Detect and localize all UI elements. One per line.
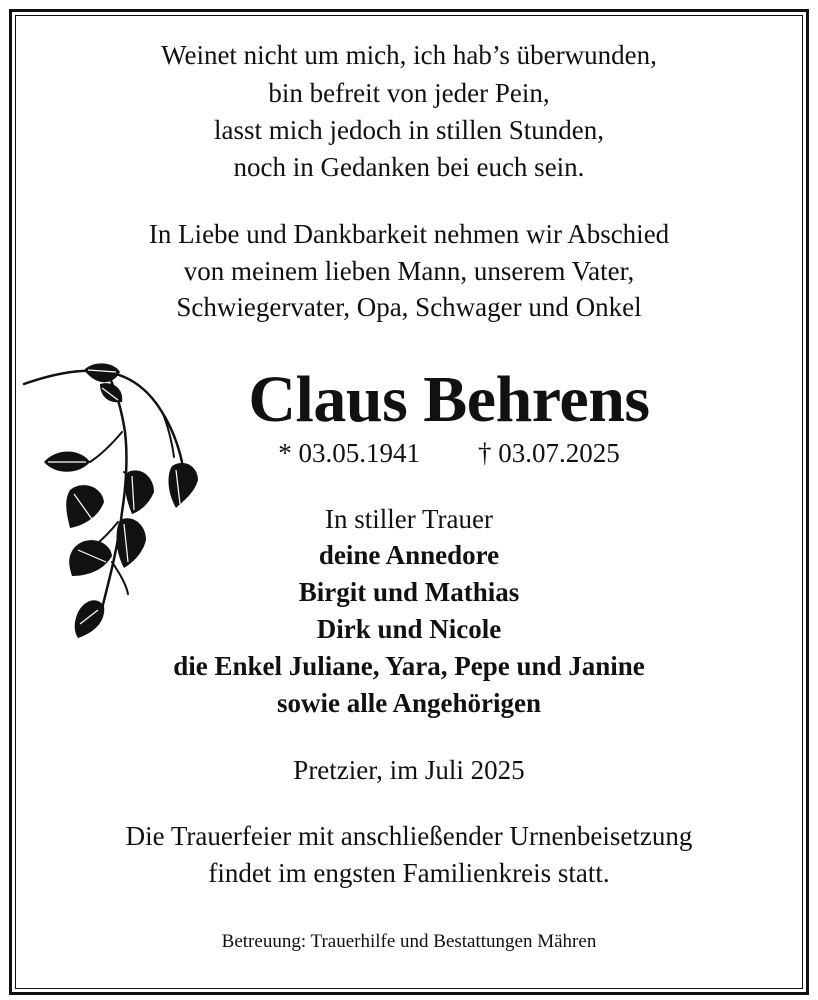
poem-line-2: bin befreit von jeder Pein, — [268, 78, 550, 108]
deceased-name: Claus Behrens — [248, 363, 650, 436]
mourner-line-1: deine Annedore — [318, 540, 500, 570]
mourner-line-2: Birgit und Mathias — [298, 577, 520, 607]
funeral-note-line-1: Die Trauerfeier mit anschließender Urnenbeisetzung — [125, 821, 693, 851]
mourner-line-5: sowie alle Angehörigen — [277, 688, 541, 718]
mourners-heading: In stiller Trauer — [325, 504, 493, 534]
intro-line-3: Schwiegervater, Opa, Schwager und Onkel — [176, 292, 642, 322]
birth-date: * 03.05.1941 — [278, 438, 420, 468]
place-date: Pretzier, im Juli 2025 — [293, 755, 525, 785]
funeral-note-line-2: findet im engsten Familienkreis statt. — [208, 858, 610, 888]
life-dates — [80, 438, 818, 469]
mourner-line-3: Dirk und Nicole — [316, 614, 502, 644]
poem-line-1: Weinet nicht um mich, ich hab’s überwunden, — [161, 40, 657, 70]
poem-line-4: noch in Gedanken bei euch sein. — [233, 152, 585, 182]
intro-line-2: von meinem lieben Mann, unserem Vater, — [183, 256, 635, 286]
mourner-line-4: die Enkel Juliane, Yara, Pepe und Janine — [173, 651, 645, 681]
funeral-home-credit: Betreuung: Trauerhilfe und Bestattungen Mähren — [221, 931, 597, 952]
death-date: † 03.07.2025 — [478, 438, 620, 468]
poem-line-3: lasst mich jedoch in stillen Stunden, — [214, 115, 604, 145]
intro-line-1: In Liebe und Dankbarkeit nehmen wir Abschied — [148, 219, 670, 249]
